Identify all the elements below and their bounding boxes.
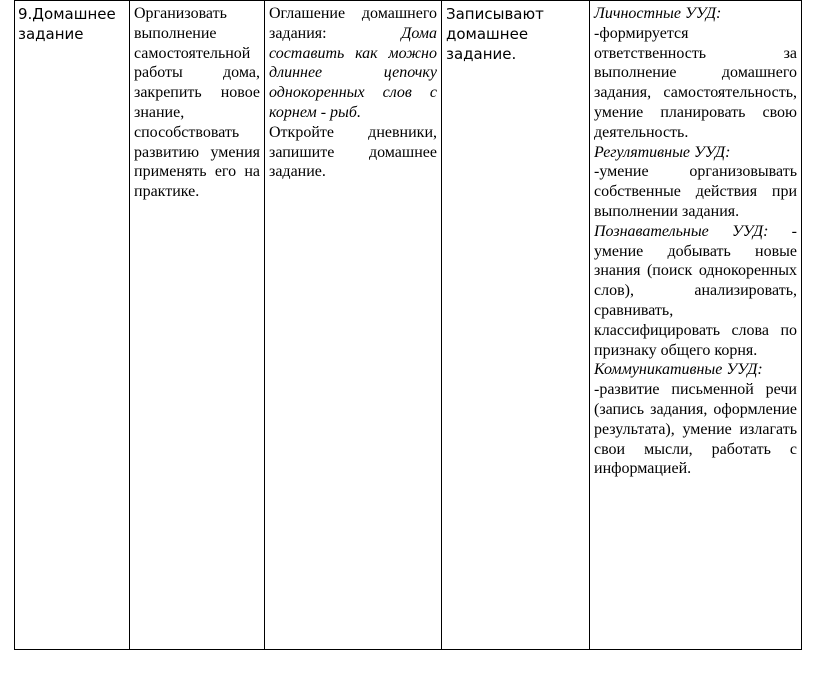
teacher-activity-text — [269, 4, 437, 123]
teacher-goal-text: Организовать выполнение самостоятельной работы дома, закрепить новое знание, способствовать развитию умения применять его на практике. — [134, 5, 260, 201]
homework-instruction: Откройте дневники, запишите домашнее задание. — [269, 123, 437, 181]
homework-intro: Оглашение домашнего задания: — [269, 5, 437, 42]
lesson-table — [14, 0, 802, 650]
communicative-uud-title: Коммуникативные УУД: — [594, 361, 763, 379]
student-activity-cell — [442, 0, 590, 649]
homework-task: Дома составить как можно длиннее цепочку однокоренных слов с корнем - рыб. — [269, 24, 437, 121]
regulative-uud-title: Регулятивные УУД: — [594, 143, 731, 161]
personal-uud-title: Личностные УУД: — [594, 5, 722, 22]
cognitive-uud-text: - умение добывать новые знания (поиск однокоренных слов), анализировать, сравнивать, классифицировать слова по признаку общего корня. — [594, 222, 797, 359]
teacher-goal-cell — [130, 0, 265, 649]
regulative-uud-text: -умение организовывать собственные действия при выполнении задания. — [594, 163, 797, 220]
communicative-uud-text: -развитие письменной речи (запись задания, оформление результата), умение излагать свои мысли, работать с информацией. — [594, 381, 797, 478]
cognitive-uud-title: Познавательные УУД: — [594, 222, 769, 240]
student-activity-text: Записывают домашнее задание. — [446, 5, 544, 63]
personal-uud-text: -формируется ответственность за выполнение домашнего задания, самостоятельность, умение планировать свою деятельность. — [594, 24, 797, 141]
cognitive-uud-block — [594, 222, 797, 361]
stage-cell — [15, 0, 130, 649]
stage-text: 9.Домашнее задание — [18, 5, 116, 43]
uud-cell — [590, 0, 803, 649]
teacher-activity-cell — [265, 0, 442, 649]
